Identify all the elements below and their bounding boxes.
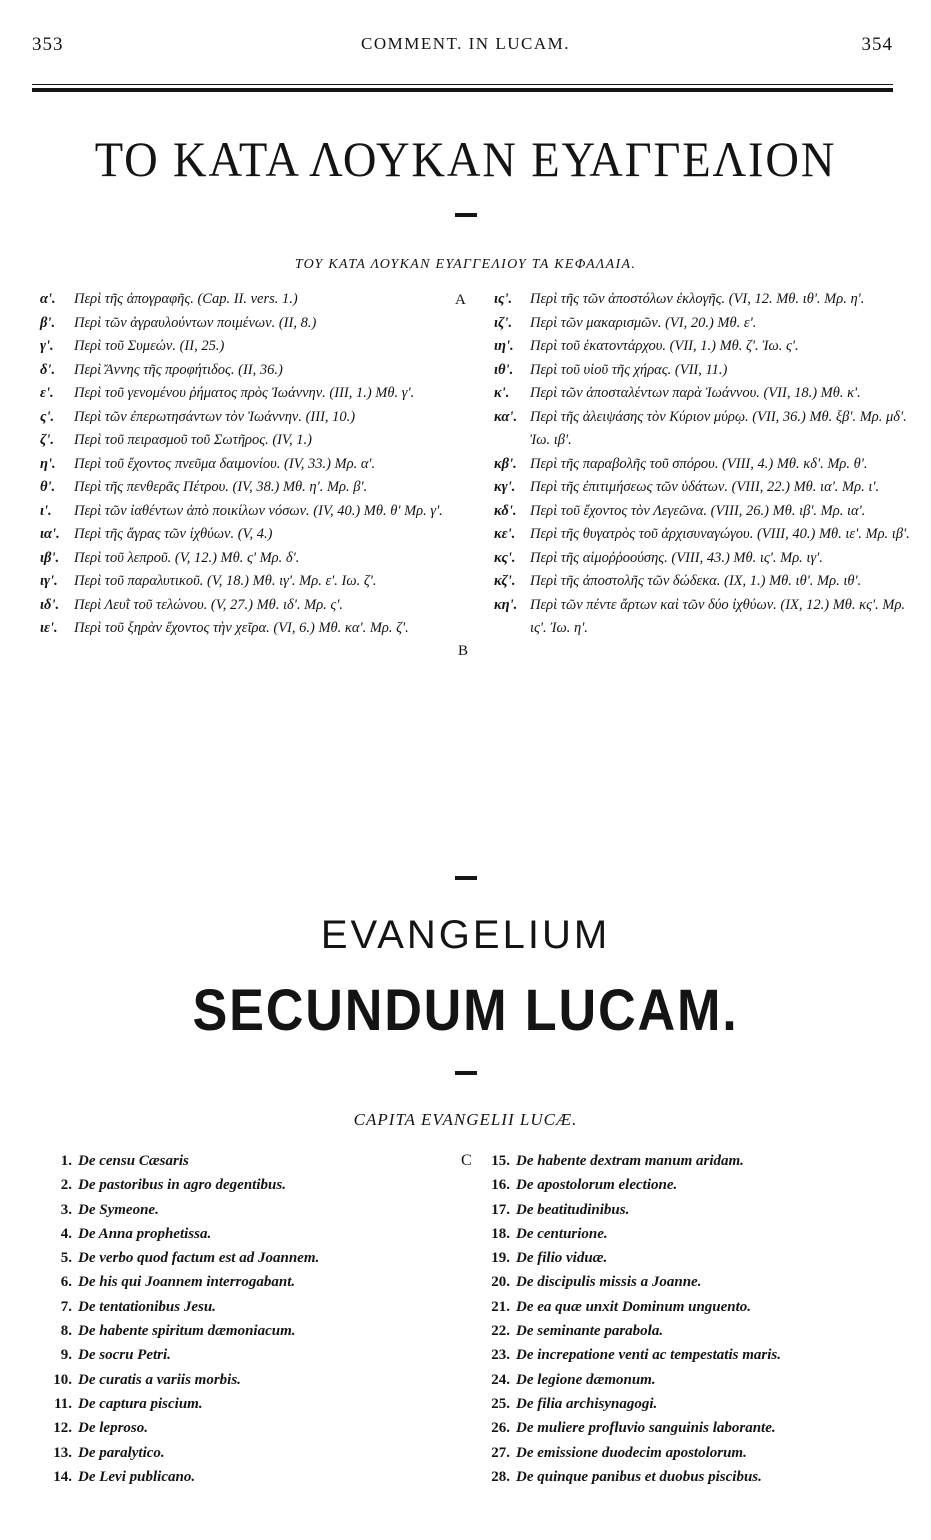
list-item: 2. De pastoribus in agro degentibus.: [60, 1177, 286, 1194]
list-item: 20. De discipulis missis a Joanne.: [491, 1274, 702, 1291]
list-item: 8. De habente spiritum dæmoniacum.: [60, 1323, 296, 1340]
header-rule-thin: [32, 84, 893, 85]
list-item: ιη'. Περὶ τοῦ ἑκατοντάρχου. (VII, 1.) Μθ. ζ'. Ἰω. ς'.: [494, 338, 799, 354]
list-item: 14. De Levi publicano.: [53, 1468, 196, 1485]
list-item: 28. De quinque panibus et duobus piscibus.: [491, 1468, 762, 1485]
list-item: δ'. Περὶ Ἄννης τῆς προφήτιδος. (II, 36.): [40, 361, 283, 378]
list-item: ιδ'. Περὶ Λευῒ τοῦ τελώνου. (V, 27.) Μθ. ιδ'. Μρ. ς'.: [40, 596, 344, 613]
latin-subtitle: CAPITA EVANGELII LUCÆ.: [353, 1110, 578, 1129]
latin-chapters-left: [40, 1149, 440, 1489]
latin-title-line2: SECUNDUM LUCAM.: [192, 978, 739, 1043]
list-item: 18. De centurione.: [491, 1225, 608, 1242]
latin-chapters-right: [478, 1149, 898, 1489]
greek-subtitle: ΤΟΥ ΚΑΤΑ ΛΟΥΚΑΝ ΕΥΑΓΓΕΛΙΟΥ ΤΑ ΚΕΦΑΛΑΙΑ.: [294, 257, 637, 272]
list-item: 13. De paralytico.: [53, 1444, 165, 1461]
list-item: ι'. Περὶ τῶν ἰαθέντων ἀπὸ ποικίλων νόσων. (IV, 40.) Μθ. θ' Μρ. γ'.: [40, 502, 443, 519]
list-item: κδ'. Περὶ τοῦ ἔχοντος τὸν Λεγεῶνα. (VIII, 26.) Μθ. ιβ'. Μρ. ια'.: [494, 502, 866, 519]
margin-marker-b: B: [458, 643, 469, 659]
list-item: β'. Περὶ τῶν ἀγραυλούντων ποιμένων. (II, 8.): [40, 314, 317, 331]
list-item: κη'. Περὶ τῶν πέντε ἄρτων καὶ τῶν δύο ἰχθύων. (IX, 12.) Μθ. κς'. Μρ. ις'. Ἰω. η'.: [494, 596, 906, 636]
list-item: κα'. Περὶ τῆς ἀλειψάσης τὸν Κύριον μύρῳ. (VII, 36.) Μθ. ξβ'. Μρ. μδ'. Ἰω. ιβ'.: [494, 408, 907, 448]
list-item: 24. De legione dæmonum.: [491, 1371, 656, 1388]
section-dash: [455, 1071, 477, 1075]
list-item: 25. De filia archisynagogi.: [491, 1395, 658, 1412]
list-item: ια'. Περὶ τῆς ἄγρας τῶν ἰχθύων. (V, 4.): [40, 526, 273, 542]
list-item: 27. De emissione duodecim apostolorum.: [491, 1444, 747, 1461]
list-item: 7. De tentationibus Jesu.: [60, 1298, 216, 1315]
margin-marker-a: A: [455, 292, 466, 308]
margin-marker-c: C: [461, 1152, 472, 1169]
list-item: 4. De Anna prophetissa.: [60, 1225, 212, 1242]
list-item: κγ'. Περὶ τῆς ἐπιτιμήσεως τῶν ὑδάτων. (VIII, 22.) Μθ. ια'. Μρ. ι'.: [494, 479, 880, 495]
list-item: ιε'. Περὶ τοῦ ξηρὰν ἔχοντος τὴν χεῖρα. (VI, 6.) Μθ. κα'. Μρ. ζ'.: [40, 620, 409, 636]
list-item: ις'. Περὶ τῆς τῶν ἀποστόλων ἐκλογῆς. (VI, 12. Μθ. ιθ'. Μρ. η'.: [494, 291, 865, 307]
list-item: ς'. Περὶ τῶν ἐπερωτησάντων τὸν Ἰωάννην. (III, 10.): [40, 408, 356, 425]
greek-title: ΤΟ ΚΑΤΑ ΛΟΥΚΑΝ ΕΥΑΓΓΕΛΙΟΝ: [94, 131, 837, 187]
list-item: κε'. Περὶ τῆς θυγατρὸς τοῦ ἀρχισυναγώγου. (VIII, 40.) Μθ. ιε'. Μρ. ιβ'.: [494, 526, 910, 542]
list-item: ε'. Περὶ τοῦ γενομένου ῥήματος πρὸς Ἰωάννην. (III, 1.) Μθ. γ'.: [40, 385, 415, 401]
list-item: α'. Περὶ τῆς ἀπογραφῆς. (Cap. II. vers. 1.): [40, 291, 298, 307]
list-item: 10. De curatis a variis morbis.: [53, 1371, 241, 1388]
list-item: κ'. Περὶ τῶν ἀποσταλέντων παρὰ Ἰωάννου. (VII, 18.) Μθ. κ'.: [494, 385, 861, 401]
header-rule-thick: [32, 88, 893, 92]
section-dash: [455, 876, 477, 880]
list-item: ιγ'. Περὶ τοῦ παραλυτικοῦ. (V, 18.) Μθ. ιγ'. Μρ. ε'. Ιω. ζ'.: [40, 573, 377, 589]
list-item: ιθ'. Περὶ τοῦ υἱοῦ τῆς χήρας. (VII, 11.): [494, 361, 728, 378]
list-item: 5. De verbo quod factum est ad Joannem.: [60, 1250, 320, 1267]
list-item: κζ'. Περὶ τῆς ἀποστολῆς τῶν δώδεκα. (IX, 1.) Μθ. ιθ'. Μρ. ιθ'.: [494, 573, 862, 589]
running-title: COMMENT. IN LUCAM.: [361, 34, 570, 53]
list-item: 6. De his qui Joannem interrogabant.: [60, 1274, 296, 1291]
list-item: 19. De filio viduæ.: [491, 1250, 608, 1267]
list-item: γ'. Περὶ τοῦ Συμεών. (II, 25.): [40, 338, 225, 354]
page-number-right: 354: [861, 34, 893, 55]
page-number-left: 353: [32, 34, 64, 55]
list-item: κβ'. Περὶ τῆς παραβολῆς τοῦ σπόρου. (VIII, 4.) Μθ. κδ'. Μρ. θ'.: [494, 455, 868, 472]
list-item: 9. De socru Petri.: [60, 1347, 171, 1364]
list-item: 26. De muliere profluvio sanguinis laborante.: [491, 1420, 776, 1437]
list-item: η'. Περὶ τοῦ ἔχοντος πνεῦμα δαιμονίου. (IV, 33.) Μρ. α'.: [40, 455, 376, 472]
list-item: 23. De increpatione venti ac tempestatis maris.: [491, 1347, 781, 1364]
list-item: 16. De apostolorum electione.: [491, 1177, 678, 1194]
list-item: ιζ'. Περὶ τῶν μακαρισμῶν. (VI, 20.) Μθ. ε'.: [494, 314, 757, 331]
greek-chapters-left: [40, 288, 450, 641]
list-item: ζ'. Περὶ τοῦ πειρασμοῦ τοῦ Σωτῆρος. (IV, 1.): [40, 432, 312, 448]
greek-chapters-right: [490, 288, 910, 641]
section-dash: [455, 213, 477, 217]
list-item: κς'. Περὶ τῆς αἱμοῤῥοούσης. (VIII, 43.) Μθ. ις'. Μρ. ιγ'.: [494, 549, 823, 566]
list-item: ιβ'. Περὶ τοῦ λεπροῦ. (V, 12.) Μθ. ς' Μρ. δ'.: [40, 549, 300, 566]
list-item: 22. De seminante parabola.: [491, 1323, 664, 1340]
list-item: 21. De ea quæ unxit Dominum unguento.: [491, 1298, 752, 1315]
list-item: 17. De beatitudinibus.: [491, 1201, 630, 1218]
list-item: 11. De captura piscium.: [54, 1395, 203, 1412]
list-item: θ'. Περὶ τῆς πενθερᾶς Πέτρου. (IV, 38.) Μθ. η'. Μρ. β'.: [40, 479, 368, 495]
list-item: 1. De censu Cæsaris: [60, 1153, 189, 1169]
list-item: 3. De Symeone.: [60, 1201, 159, 1218]
list-item: 12. De leproso.: [53, 1420, 148, 1437]
list-item: 15. De habente dextram manum aridam.: [491, 1153, 744, 1169]
latin-title-line1: EVANGELIUM: [320, 913, 611, 957]
